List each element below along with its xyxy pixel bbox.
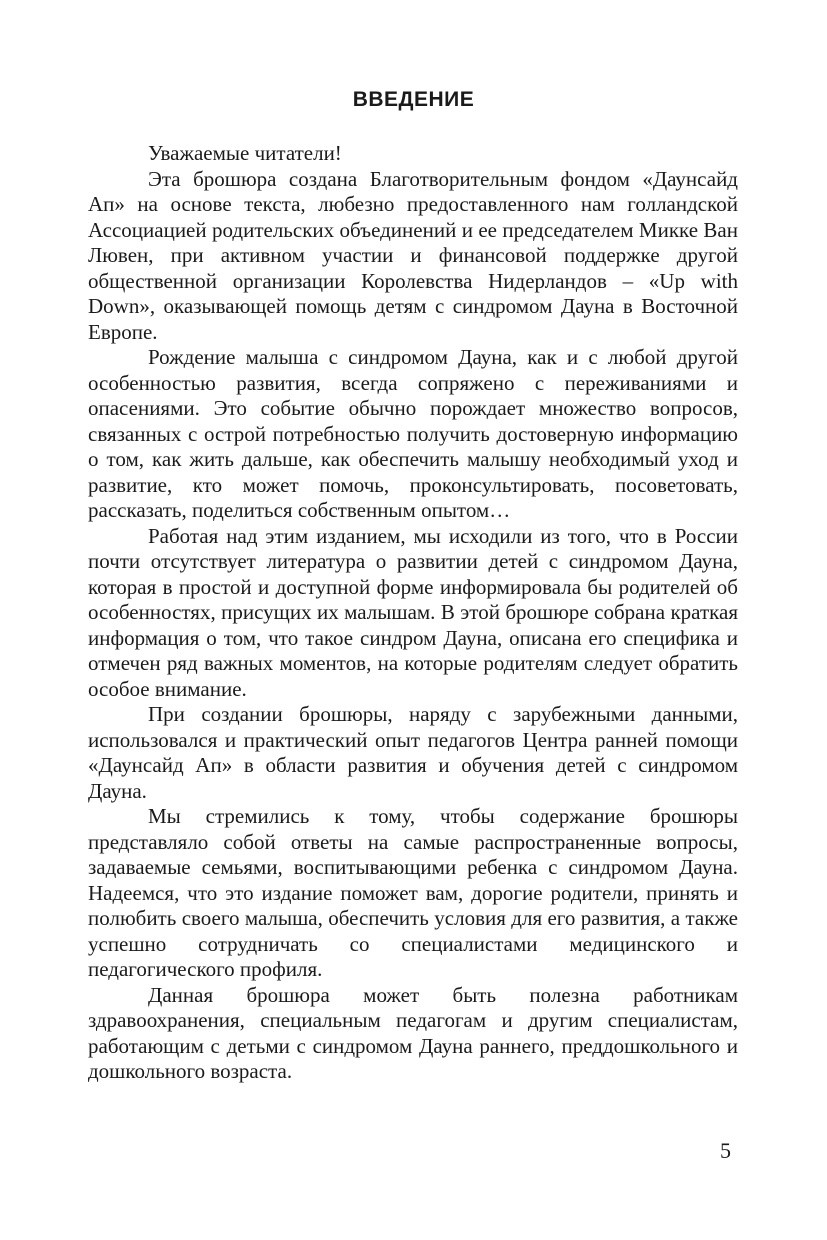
page-number: 5 [720,1138,731,1163]
paragraph: Эта брошюра создана Благотворительным фондом «Даунсайд Ап» на основе текста, любезно предоставленного нам голландской Ассоциацией родительских объединений и ее председателем Микке Ван Лювен, при активном участии и финансовой поддержке другой общественной организации Королевства Нидерландов – «Up with Down», оказывающей помощь детям с синдромом Дауна в Восточной Европе. [88,166,738,344]
page-title: ВВЕДЕНИЕ [352,88,475,111]
paragraph-greeting: Уважаемые читатели! [148,141,342,165]
paragraph: Работая над этим изданием, мы исходили из того, что в России почти отсутствует литература о развитии детей с синдромом Дауна, которая в простой и доступной форме информировала бы родителей об особенностях, присущих их малышам. В этой брошюре собрана краткая информация о том, что такое синдром Дауна, описана его специфика и отмечен ряд важных моментов, на которые родителям следует обратить особое внимание. [88,523,738,701]
paragraph: При создании брошюры, наряду с зарубежными данными, использовался и практический опыт педагогов Центра ранней помощи «Даунсайд Ап» в области развития и обучения детей с синдромом Дауна. [88,702,738,803]
paragraph: Данная брошюра может быть полезна работникам здравоохранения, специальным педагогам и другим специалистам, работающим с детьми с синдромом Дауна раннего, преддошкольного и дошкольного возраста. [88,982,738,1083]
paragraph: Мы стремились к тому, чтобы содержание брошюры представляло собой ответы на самые распространенные вопросы, задаваемые семьями, воспитывающими ребенка с синдромом Дауна. Надеемся, что это издание поможет вам, дорогие родители, принять и полюбить своего малыша, обеспечить условия для его развития, а также успешно сотрудничать со специалистами медицинского и педагогического профиля. [88,804,738,981]
body-text [88,141,738,1085]
paragraph: Рождение малыша с синдромом Дауна, как и с любой другой особенностью развития, всегда сопряжено с переживаниями и опасениями. Это событие обычно порождает множество вопросов, связанных с острой потребностью получить достоверную информацию о том, как жить дальше, как обеспечить малышу необходимый уход и развитие, кто может помочь, проконсультировать, посоветовать, рассказать, поделиться собственным опытом… [88,345,738,522]
